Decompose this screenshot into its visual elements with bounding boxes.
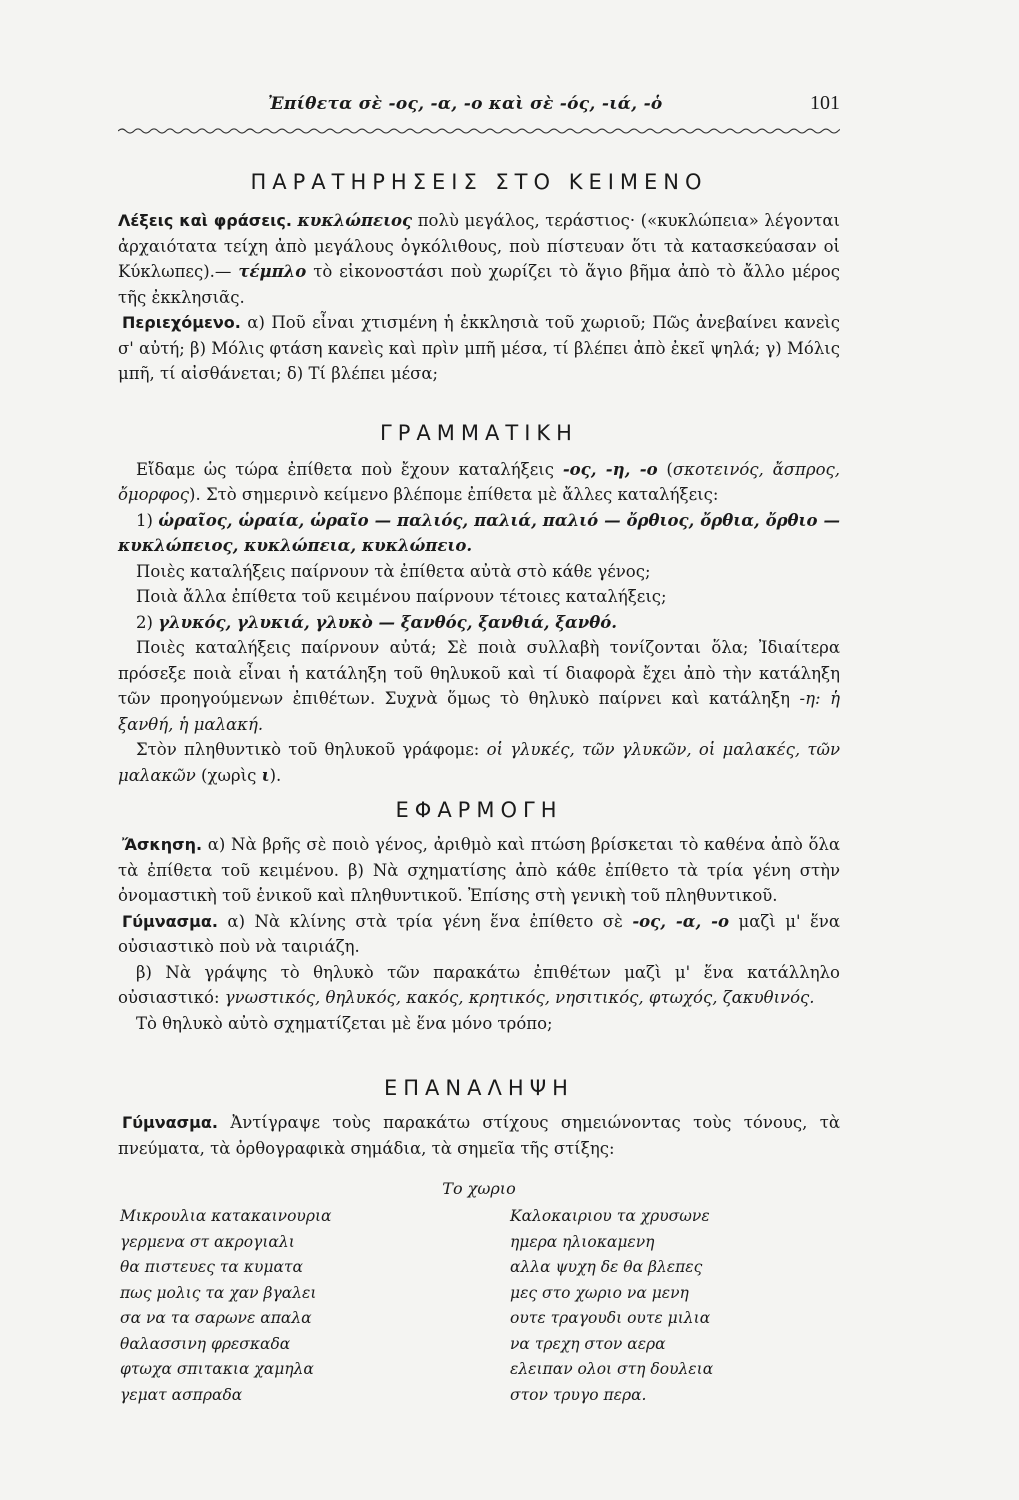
examples: οἱ γλυκές, τῶν γλυκῶν, οἱ μαλακές, τῶν μαλακῶν [118,740,840,785]
poem-title: Το χωριο [442,1179,516,1198]
text: ( [657,459,673,479]
words-phrases-label: Λέξεις καὶ φράσεις. [118,211,292,230]
poem-line: μες στο χωριο να μενη [510,1283,689,1302]
poem-line: γερμενα στ ακρογιαλι [120,1232,295,1251]
heading-review: ΕΠΑΝΑΛΗΨΗ [384,1076,574,1100]
poem-line: θαλασσινη φρεσκαδα [120,1334,291,1353]
review-drill-paragraph [118,1110,840,1161]
poem-line: πως μολις τα χαν βγαλει [120,1283,317,1302]
heading-grammar: ΓΡΑΜΜΑΤΙΚΗ [380,420,578,445]
examples: σκοτεινός, ἄσπρος, ὄμορφος [118,459,840,504]
letter: ι [261,765,270,785]
grammar-question-1: Ποιὲς καταλήξεις παίρνουν τὰ ἐπίθετα αὐτὰ στὸ κάθε γένος; [136,561,651,581]
drill-question: Τὸ θηλυκὸ αὐτὸ σχηματίζεται μὲ ἕνα μόνο τρόπο; [136,1013,553,1033]
grammar-intro [118,457,840,508]
examples: γνωστικός, θηλυκός, κακός, κρητικός, νησιτικός, φτωχός, ζακυθινός. [224,988,815,1007]
page-header [118,92,840,126]
definition-text: πολὺ μεγάλος, τεράστιος· («κυκλώπεια» λέγονται ἀρχαιότατα τείχη ἀπὸ μεγάλους ὀγκόλιθους, ποὺ πίστευαν ὅτι τὰ κατασκεύασαν οἱ Κύκλωπες).— [118,211,841,281]
poem-line: ελειπαν ολοι στη δουλεια [510,1360,714,1378]
poem-line: στον τρυγο περα. [510,1385,647,1404]
content-label: Περιεχόμενο. [122,313,241,332]
examples: ὡραῖος, ὡραία, ὡραῖο — παλιός, παλιά, παλιό — ὄρθιος, ὄρθια, ὄρθιο — κυκλώπειος, κυκλώπεια, κυκλώπειο. [118,510,840,555]
poem-left-stanza [118,1204,450,1408]
text: (χωρὶς [195,765,262,785]
endings: -ος, -α, -ο [632,911,730,931]
poem-line: Μικρουλια κατακαινουρια [120,1207,332,1225]
content-paragraph [118,310,840,387]
text: Στὸν πληθυντικὸ τοῦ θηλυκοῦ γράφομε: [136,740,487,759]
drill-paragraph [118,909,840,960]
page-number: 101 [810,92,840,114]
grammar-example-2 [118,610,840,636]
poem-right-stanza [460,1204,840,1408]
running-title: Ἐπίθετα σὲ -ος, -α, -ο καὶ σὲ -ός, -ιά, -ὁ [268,94,663,114]
poem-line: φτωχα σπιτακια χαμηλα [120,1360,314,1378]
term-templo: τέμπλο [238,262,307,281]
examples: γλυκός, γλυκιά, γλυκὸ — ξανθός, ξανθιά, ξανθό. [158,612,617,632]
grammar-note [118,635,840,737]
text: Ἀντίγραψε τοὺς παρακάτω στίχους σημειώνοντας τοὺς τόνους, τὰ πνεύματα, τὰ ὀρθογραφικὰ σημάδια, τὰ σημεῖα τῆς στίξης: [118,1113,840,1158]
poem [118,1204,840,1408]
grammar-question-2: Ποιὰ ἄλλα ἐπίθετα τοῦ κειμένου παίρνουν τέτοιες καταλήξεις; [136,587,667,606]
heading-observations: ΠΑΡΑΤΗΡΗΣΕΙΣ ΣΤΟ ΚΕΙΜΕΝΟ [250,170,708,194]
heading-application: ΕΦΑΡΜΟΓΗ [395,798,563,822]
number: 1) [136,510,159,530]
endings: -ος, -η, -ο [562,459,658,479]
text: β) Νὰ γράψης τὸ θηλυκὸ τῶν παρακάτω ἐπιθέτων μαζὶ μ' ἕνα κατάλληλο οὐσιαστικό: [118,962,840,1007]
poem-line: ουτε τραγουδι ουτε μιλια [510,1309,711,1327]
exercise-label: Ἄσκηση. [122,835,203,854]
poem-line: αλλα ψυχη δε θα βλεπες [510,1258,703,1276]
text: ). [269,765,282,785]
review-drill-label: Γύμνασμα. [122,1113,218,1132]
exercise-text: α) Νὰ βρῆς σὲ ποιὸ γένος, ἀριθμὸ καὶ πτώση βρίσκεται τὸ καθένα ἀπὸ ὅλα τὰ ἐπίθετα τοῦ κειμένου. β) Νὰ σχηματίσης ἀπὸ κάθε ἐπίθετο τὰ τρία γένη στὴν ὀνομαστικὴ τοῦ ἑνικοῦ καὶ πληθυντικοῦ. Ἐπίσης στὴ γενικὴ τοῦ πληθυντικοῦ. [118,835,840,905]
text: α) Νὰ κλίνης στὰ τρία γένη ἕνα ἐπίθετο σὲ [217,911,633,931]
number: 2) [136,612,159,632]
term-kyklopeios: κυκλώπειος [297,211,413,230]
poem-line: θα πιστευες τα κυματα [120,1258,303,1276]
poem-line: γεματ ασπραδα [120,1385,243,1404]
drill-part-b [118,960,840,1011]
text: μαζὶ μ' ἕνα οὐσιαστικὸ ποὺ νὰ ταιριάζη. [118,911,840,956]
grammar-example-1 [118,508,840,559]
text: Ποιὲς καταλήξεις παίρνουν αὐτά; Σὲ ποιὰ συλλαβὴ τονίζονται ὅλα; Ἰδιαίτερα πρόσεξε ποιὰ εἶναι ἡ κατάληξη τοῦ θηλυκοῦ καὶ τί διαφορὰ ἔχει ἀπὸ τὴν κατάληξη τῶν προηγούμενων ἐπιθέτων. Συχνὰ ὅμως τὸ θηλυκὸ παίρνει καὶ κατάληξη [118,638,840,708]
definition-text: τὸ εἰκονοστάσι ποὺ χωρίζει τὸ ἅγιο βῆμα ἀπὸ τὸ ἄλλο μέρος τῆς ἐκκλησιᾶς. [118,262,840,307]
text: ). Στὸ σημερινὸ κείμενο βλέπομε ἐπίθετα μὲ ἄλλες καταλήξεις: [189,485,719,504]
grammar-plural-note [118,737,840,788]
text: Εἴδαμε ὡς τώρα ἐπίθετα ποὺ ἔχουν καταλήξεις [136,459,563,479]
book-page [118,92,840,1408]
poem-line: να τρεχη στον αερα [510,1334,666,1353]
poem-line: Καλοκαιριου τα χρυσωνε [510,1207,710,1225]
wavy-rule [118,126,840,136]
poem-line: ημερα ηλιοκαμενη [510,1232,655,1251]
exercise-paragraph [118,832,840,909]
words-phrases-paragraph [118,208,840,310]
content-questions: α) Ποῦ εἶναι χτισμένη ἡ ἐκκλησιὰ τοῦ χωριοῦ; Πῶς ἀνεβαίνει κανεὶς σ' αὐτή; β) Μόλις φτάση κανεὶς καὶ πρὶν μπῆ μέσα, τί βλέπει ἀπὸ ἐκεῖ ψηλά; γ) Μόλις μπῆ, τί αἰσθάνεται; δ) Τί βλέπει μέσα; [118,313,840,383]
drill-label: Γύμνασμα. [122,911,218,931]
poem-line: σα να τα σαρωνε απαλα [120,1309,312,1327]
examples: -η: ἡ ξανθή, ἡ μαλακή. [118,689,840,734]
